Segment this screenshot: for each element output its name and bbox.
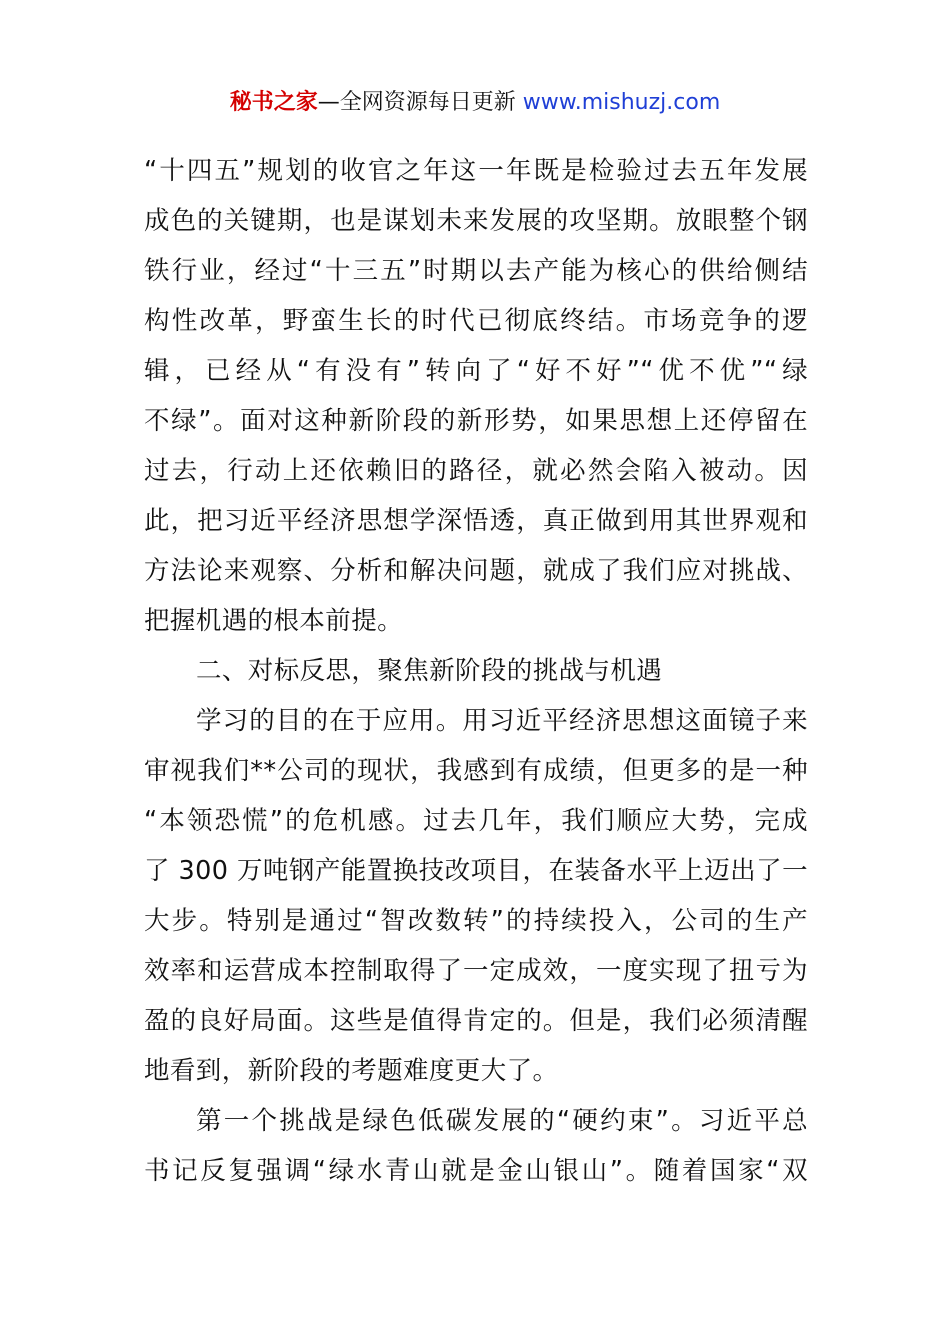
text-line: 了 300 万吨钢产能置换技改项目，在装备水平上迈出了一 bbox=[144, 856, 808, 886]
section-heading: 二、对标反思，聚焦新阶段的挑战与机遇 bbox=[196, 656, 663, 686]
header-slogan: —全网资源每日更新 bbox=[317, 90, 523, 115]
brand-name: 秘书之家 bbox=[229, 90, 318, 115]
text-line: “十四五”规划的收官之年这一年既是检验过去五年发展 bbox=[144, 156, 808, 186]
page-header bbox=[0, 88, 950, 118]
document-body bbox=[144, 146, 808, 1196]
text-line: 成色的关键期，也是谋划未来发展的攻坚期。放眼整个钢 bbox=[144, 206, 808, 236]
text-line: 地看到，新阶段的考题难度更大了。 bbox=[144, 1056, 559, 1086]
text-line: 大步。特别是通过“智改数转”的持续投入，公司的生产 bbox=[144, 906, 808, 936]
text-line: 铁行业，经过“十三五”时期以去产能为核心的供给侧结 bbox=[144, 256, 808, 286]
text-line: 书记反复强调“绿水青山就是金山银山”。随着国家“双 bbox=[144, 1156, 808, 1186]
text-line: 构性改革，野蛮生长的时代已彻底终结。市场竞争的逻 bbox=[144, 306, 808, 336]
text-line: 方法论来观察、分析和解决问题，就成了我们应对挑战、 bbox=[144, 556, 808, 586]
text-line: 学习的目的在于应用。用习近平经济思想这面镜子来 bbox=[196, 706, 808, 736]
text-line: 此，把习近平经济思想学深悟透，真正做到用其世界观和 bbox=[144, 506, 808, 536]
text-line: “本领恐慌”的危机感。过去几年，我们顺应大势，完成 bbox=[144, 806, 808, 836]
website-link[interactable]: www.mishuzj.com bbox=[522, 90, 721, 115]
text-line: 过去，行动上还依赖旧的路径，就必然会陷入被动。因 bbox=[144, 456, 808, 486]
text-line: 不绿”。面对这种新阶段的新形势，如果思想上还停留在 bbox=[144, 406, 808, 436]
text-line: 第一个挑战是绿色低碳发展的“硬约束”。习近平总 bbox=[196, 1106, 808, 1136]
text-line: 盈的良好局面。这些是值得肯定的。但是，我们必须清醒 bbox=[144, 1006, 808, 1036]
text-line: 把握机遇的根本前提。 bbox=[144, 606, 404, 636]
text-line: 辑，已经从“有没有”转向了“好不好”“优不优”“绿 bbox=[144, 356, 808, 386]
text-line: 效率和运营成本控制取得了一定成效，一度实现了扭亏为 bbox=[144, 956, 808, 986]
text-line: 审视我们**公司的现状，我感到有成绩，但更多的是一种 bbox=[144, 756, 808, 786]
